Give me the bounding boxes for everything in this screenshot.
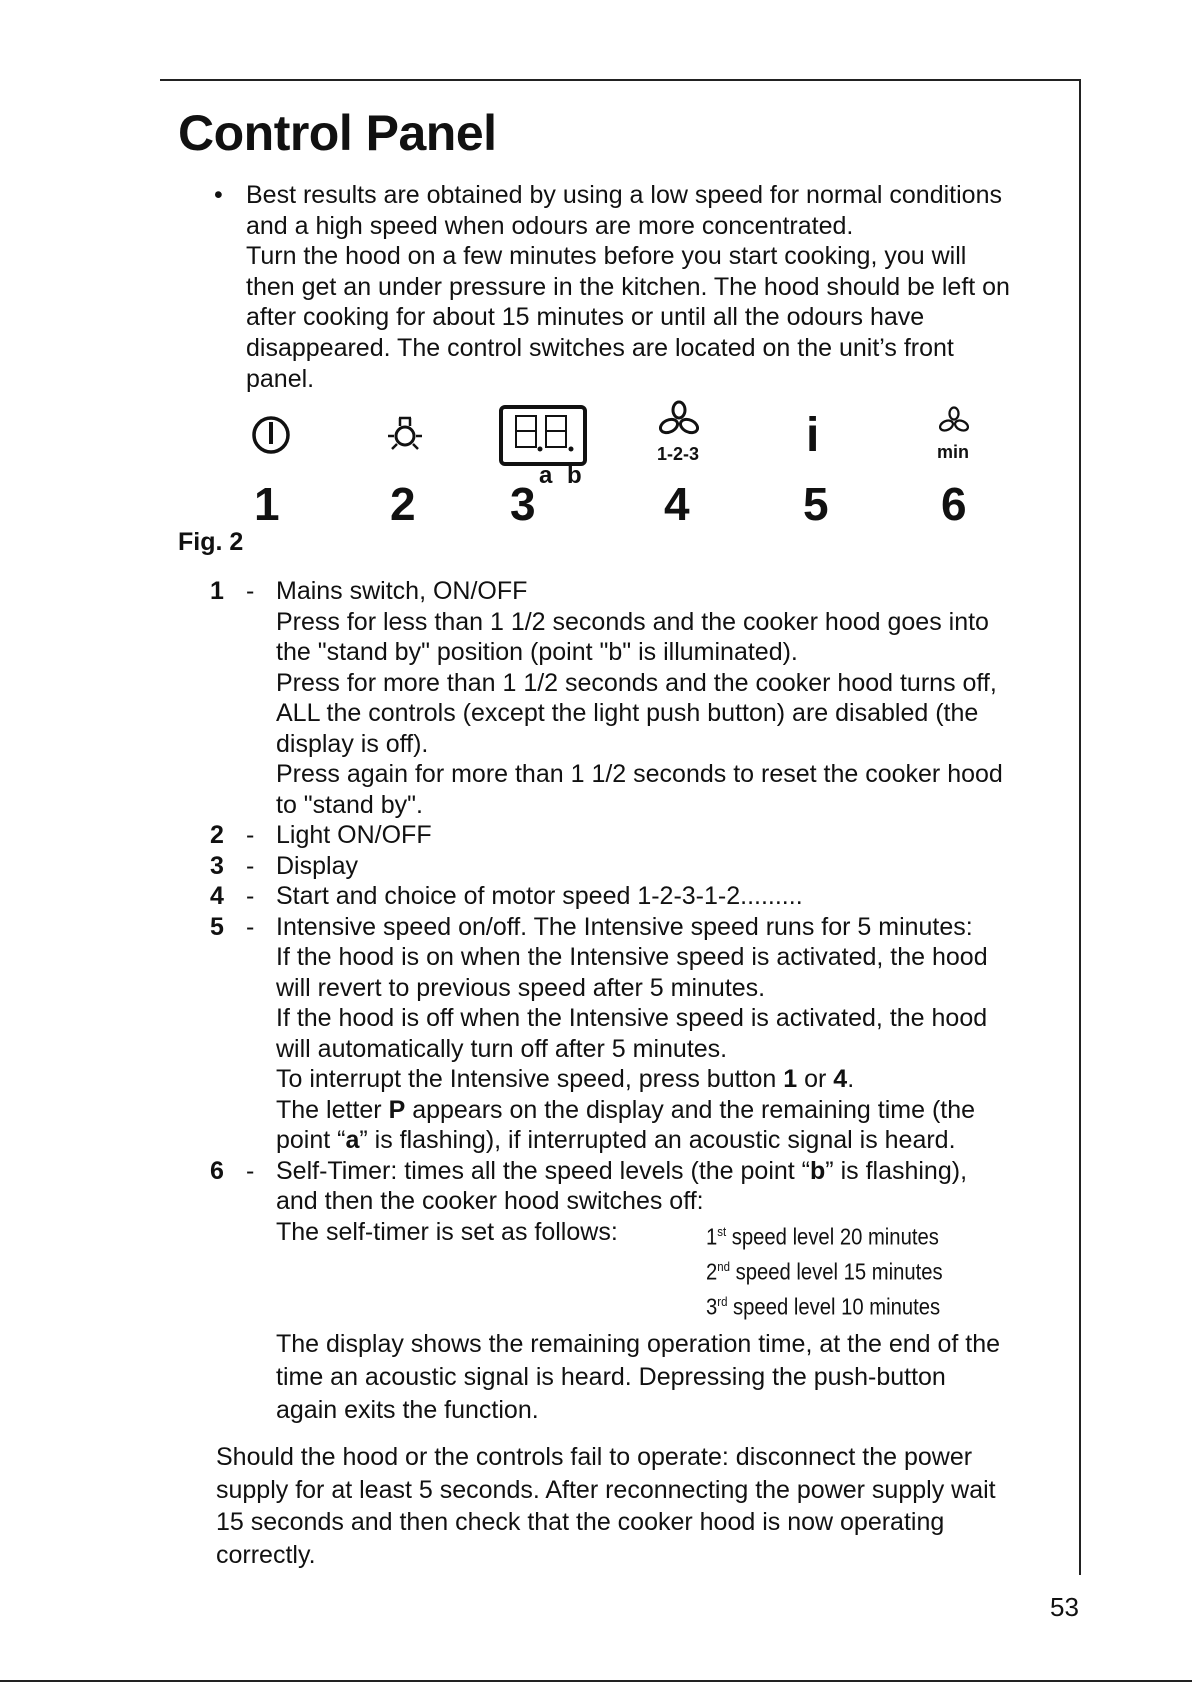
item-line: Press again for more than 1 1/2 seconds to reset the cooker hood bbox=[276, 760, 1003, 788]
item-number: 3 bbox=[210, 851, 224, 880]
item-dash: - bbox=[246, 882, 255, 910]
item-line bbox=[276, 1125, 1060, 1156]
bold-run: b bbox=[810, 1156, 826, 1185]
item-dash: - bbox=[246, 821, 255, 849]
list-item bbox=[210, 1156, 1060, 1427]
level-text: speed level 15 minutes bbox=[729, 1258, 943, 1285]
intro-line: then get an under pressure in the kitchen. The hood should be left on bbox=[246, 272, 1010, 301]
bold-run: 1 bbox=[783, 1065, 798, 1093]
item-dash: - bbox=[246, 1156, 255, 1185]
light-icon bbox=[385, 414, 425, 458]
item-line: Light ON/OFF bbox=[276, 821, 432, 849]
figure-number-1: 1 bbox=[254, 478, 280, 530]
list-item bbox=[210, 576, 1060, 820]
text-run: Self-Timer: times all the speed levels (the point “ bbox=[276, 1156, 811, 1185]
item-line: to "stand by". bbox=[276, 790, 423, 819]
ordinal-suffix: rd bbox=[717, 1293, 728, 1309]
item-line: If the hood is off when the Intensive speed is activated, the hood bbox=[276, 1004, 988, 1032]
intro-line: Turn the hood on a few minutes before you start cooking, you will bbox=[246, 242, 967, 271]
item-line: will automatically turn off after 5 minutes. bbox=[276, 1034, 728, 1063]
note-line: 15 seconds and then check that the cooker hood is now operating bbox=[216, 1508, 945, 1536]
item-body bbox=[276, 912, 1060, 1156]
bold-run: a bbox=[345, 1126, 360, 1154]
text-run: appears on the display and the remaining time (the bbox=[405, 1095, 976, 1124]
item-number: 1 bbox=[210, 577, 224, 605]
item-dash: - bbox=[246, 912, 255, 941]
timer-table bbox=[276, 1217, 1060, 1322]
item-number: 2 bbox=[210, 821, 224, 849]
item-number: 5 bbox=[210, 912, 224, 941]
intro-bullet: • bbox=[214, 181, 223, 209]
timer-level bbox=[706, 1287, 943, 1322]
display-point-b: b bbox=[567, 462, 582, 489]
timer-description bbox=[276, 1328, 1060, 1427]
item-line bbox=[276, 1064, 1060, 1095]
intensive-icon: i bbox=[806, 409, 820, 462]
list-item bbox=[210, 881, 1060, 912]
item-number: 6 bbox=[210, 1156, 224, 1185]
page-title: Control Panel bbox=[178, 105, 497, 161]
note-line: Should the hood or the controls fail to operate: disconnect the power bbox=[216, 1443, 973, 1471]
text-run: point “ bbox=[276, 1126, 346, 1154]
item-line: ALL the controls (except the light push button) are disabled (the bbox=[276, 699, 979, 727]
ordinal: 2 bbox=[706, 1258, 718, 1285]
intro-line: panel. bbox=[246, 364, 315, 393]
item-line: again exits the function. bbox=[276, 1395, 539, 1424]
item-line: time an acoustic signal is heard. Depressing the push-button bbox=[276, 1362, 946, 1391]
ordinal: 3 bbox=[706, 1293, 718, 1320]
text-run: . bbox=[847, 1065, 855, 1093]
text-run: The letter bbox=[276, 1095, 389, 1124]
right-rule bbox=[1079, 79, 1081, 1575]
item-line: The display shows the remaining operation time, at the end of the bbox=[276, 1329, 1001, 1358]
bold-run: P bbox=[388, 1095, 406, 1124]
troubleshooting-note bbox=[216, 1441, 1066, 1571]
figure-caption: Fig. 2 bbox=[178, 528, 244, 556]
item-line: the "stand by" position (point "b" is illuminated). bbox=[276, 638, 798, 666]
figure-number-4: 4 bbox=[664, 478, 690, 530]
timer-level bbox=[706, 1217, 943, 1252]
timer-fan-icon bbox=[939, 404, 969, 438]
bold-run: 4 bbox=[833, 1065, 848, 1093]
item-dash: - bbox=[246, 851, 255, 880]
timer-levels bbox=[706, 1217, 943, 1322]
level-text: speed level 20 minutes bbox=[726, 1223, 939, 1250]
list-item bbox=[210, 820, 1060, 851]
display-icon bbox=[499, 405, 587, 467]
text-run: ” is flashing), bbox=[825, 1156, 968, 1185]
display-point-a: a bbox=[539, 462, 553, 489]
item-line bbox=[276, 1095, 1060, 1126]
item-dash: - bbox=[246, 577, 255, 605]
item-number: 4 bbox=[210, 882, 224, 910]
item-line: Press for more than 1 1/2 seconds and the cooker hood turns off, bbox=[276, 668, 997, 697]
power-icon bbox=[249, 413, 293, 457]
list-item bbox=[210, 912, 1060, 1156]
item-line: and then the cooker hood switches off: bbox=[276, 1187, 704, 1215]
figure-number-6: 6 bbox=[941, 478, 967, 530]
timer-label: min bbox=[937, 442, 970, 462]
text-run: ” is flashing), if interrupted an acoustic signal is heard. bbox=[359, 1126, 956, 1154]
item-line: Press for less than 1 1/2 seconds and the cooker hood goes into bbox=[276, 607, 989, 636]
item-line bbox=[276, 1156, 1060, 1187]
note-line: correctly. bbox=[216, 1540, 316, 1569]
list-item bbox=[210, 851, 1060, 882]
control-list bbox=[210, 576, 1060, 1427]
intro-line: Best results are obtained by using a low speed for normal conditions bbox=[246, 181, 1002, 209]
figure-number-2: 2 bbox=[390, 478, 416, 530]
fan-speed-label: 1-2-3 bbox=[657, 444, 700, 464]
item-line: Mains switch, ON/OFF bbox=[276, 577, 528, 605]
item-line: Start and choice of motor speed 1-2-3-1-2......... bbox=[276, 882, 803, 910]
item-body bbox=[276, 576, 1060, 820]
text-run: or bbox=[797, 1065, 834, 1093]
intro-line: disappeared. The control switches are located on the unit’s front bbox=[246, 333, 954, 362]
page-number: 53 bbox=[1050, 1592, 1079, 1622]
bottom-rule bbox=[0, 1680, 1192, 1682]
timer-level bbox=[706, 1252, 943, 1287]
level-text: speed level 10 minutes bbox=[727, 1293, 941, 1320]
fan-speed-icon bbox=[659, 400, 699, 440]
item-line: Display bbox=[276, 851, 358, 880]
item-line: will revert to previous speed after 5 minutes. bbox=[276, 973, 766, 1002]
top-rule bbox=[160, 79, 1081, 81]
figure-number-5: 5 bbox=[803, 478, 829, 530]
figure-number-3: 3 bbox=[510, 478, 536, 530]
item-body bbox=[276, 1156, 1060, 1427]
ordinal: 1 bbox=[706, 1223, 718, 1250]
note-line: supply for at least 5 seconds. After reconnecting the power supply wait bbox=[216, 1475, 996, 1504]
ordinal-suffix: st bbox=[717, 1223, 727, 1239]
item-line: display is off). bbox=[276, 729, 429, 758]
ordinal-suffix: nd bbox=[717, 1258, 730, 1274]
item-line: If the hood is on when the Intensive speed is activated, the hood bbox=[276, 943, 988, 971]
item-line: Intensive speed on/off. The Intensive speed runs for 5 minutes: bbox=[276, 912, 973, 941]
timer-label-text: The self-timer is set as follows: bbox=[276, 1217, 618, 1246]
intro-line: after cooking for about 15 minutes or until all the odours have bbox=[246, 303, 925, 332]
intro-paragraph bbox=[246, 180, 1046, 394]
text-run: To interrupt the Intensive speed, press button bbox=[276, 1065, 784, 1093]
intro-line: and a high speed when odours are more concentrated. bbox=[246, 211, 854, 240]
